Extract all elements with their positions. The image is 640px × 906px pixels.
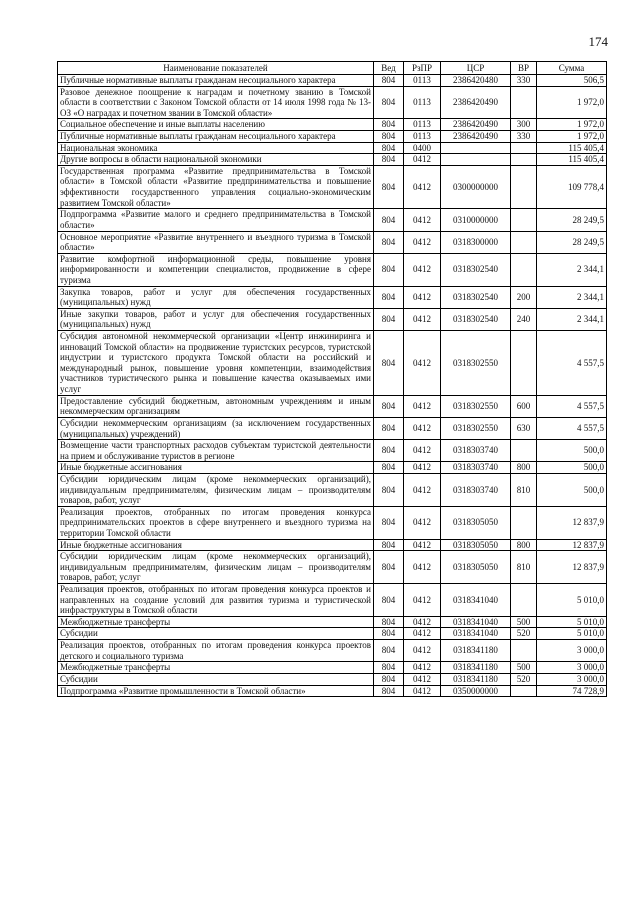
cell-ved: 804 [374,673,404,685]
cell-csr: 0318341180 [441,662,511,674]
cell-rzpr: 0412 [404,286,441,308]
table-row [58,417,607,439]
cell-sum: 5 010,0 [537,584,607,617]
cell-rzpr: 0400 [404,142,441,154]
cell-csr: 0318341040 [441,628,511,640]
table-header [58,62,607,75]
cell-name: Иные закупки товаров, работ и услуг для обеспечения государственных (муниципальных) нужд [58,308,374,330]
table-row [58,616,607,628]
cell-csr: 2386420490 [441,119,511,131]
cell-csr: 0318302540 [441,286,511,308]
cell-sum: 12 837,9 [537,506,607,539]
cell-csr: 0350000000 [441,685,511,697]
cell-csr: 2386420490 [441,86,511,119]
table-row [58,462,607,474]
cell-name: Субсидия автономной некоммерческой организации «Центр инжиниринга и инноваций Томской области» на продвижение туристских ресурсов, туристской индустрии и туристского продукта Томской области на российский и международный рынок, повышение уровня компетенции, взаимодействия участников туристического рынка и повышение качества оказываемых ими услуг [58,331,374,396]
table-row [58,551,607,584]
cell-csr: 0318302550 [441,417,511,439]
cell-name: Межбюджетные трансферты [58,662,374,674]
cell-ved: 804 [374,331,404,396]
cell-name: Субсидии [58,628,374,640]
cell-vr: 810 [511,473,537,506]
cell-sum: 4 557,5 [537,417,607,439]
cell-vr [511,165,537,208]
cell-ved: 804 [374,616,404,628]
cell-vr [511,331,537,396]
cell-rzpr: 0412 [404,462,441,474]
cell-ved: 804 [374,165,404,208]
cell-sum: 2 344,1 [537,286,607,308]
cell-sum: 3 000,0 [537,662,607,674]
cell-csr: 0318341040 [441,584,511,617]
table-row [58,119,607,131]
budget-table [57,61,607,697]
cell-csr: 0318302550 [441,331,511,396]
cell-rzpr: 0113 [404,131,441,143]
cell-csr [441,154,511,166]
cell-rzpr: 0412 [404,231,441,253]
cell-name: Закупка товаров, работ и услуг для обеспечения государственных (муниципальных) нужд [58,286,374,308]
cell-csr [441,142,511,154]
cell-csr: 0318300000 [441,231,511,253]
cell-csr: 0318305050 [441,539,511,551]
table-row [58,154,607,166]
cell-sum: 4 557,5 [537,331,607,396]
cell-csr: 0318305050 [441,506,511,539]
cell-vr: 520 [511,673,537,685]
cell-rzpr: 0412 [404,506,441,539]
cell-name: Предоставление субсидий бюджетным, автономным учреждениям и иным некоммерческим организациям [58,395,374,417]
cell-ved: 804 [374,640,404,662]
cell-ved: 804 [374,539,404,551]
header-ved: Вед [374,62,404,75]
cell-vr [511,253,537,286]
cell-vr [511,584,537,617]
cell-ved: 804 [374,417,404,439]
cell-rzpr: 0113 [404,75,441,87]
cell-vr: 330 [511,131,537,143]
cell-vr: 520 [511,628,537,640]
cell-name: Основное мероприятие «Развитие внутреннего и въездного туризма в Томской области» [58,231,374,253]
table-row [58,506,607,539]
cell-name: Государственная программа «Развитие предпринимательства в Томской области» в Томской области «Развитие предпринимательства и повышение эффективности государственного управления социально-экономическим развитием Томской области» [58,165,374,208]
cell-ved: 804 [374,685,404,697]
cell-sum: 2 344,1 [537,253,607,286]
table-row [58,685,607,697]
cell-sum: 1 972,0 [537,86,607,119]
cell-name: Национальная экономика [58,142,374,154]
cell-ved: 804 [374,209,404,231]
cell-name: Иные бюджетные ассигнования [58,462,374,474]
cell-name: Социальное обеспечение и иные выплаты населению [58,119,374,131]
cell-vr: 240 [511,308,537,330]
cell-csr: 2386420490 [441,131,511,143]
cell-vr [511,154,537,166]
cell-ved: 804 [374,253,404,286]
cell-vr [511,440,537,462]
cell-csr: 0318303740 [441,473,511,506]
cell-sum: 5 010,0 [537,616,607,628]
table-row [58,286,607,308]
cell-sum: 115 405,4 [537,142,607,154]
cell-vr: 330 [511,75,537,87]
cell-vr [511,86,537,119]
cell-ved: 804 [374,662,404,674]
cell-vr [511,142,537,154]
cell-rzpr: 0412 [404,673,441,685]
cell-vr: 810 [511,551,537,584]
cell-rzpr: 0412 [404,473,441,506]
cell-rzpr: 0412 [404,616,441,628]
cell-sum: 4 557,5 [537,395,607,417]
cell-rzpr: 0412 [404,640,441,662]
cell-rzpr: 0412 [404,331,441,396]
cell-name: Развитие комфортной информационной среды, повышение уровня информированности и компетенции специалистов, продвижение в сфере туризма [58,253,374,286]
cell-name: Субсидии юридическим лицам (кроме некоммерческих организаций), индивидуальным предпринимателям, физическим лицам – производителям товаров, работ, услуг [58,551,374,584]
cell-name: Субсидии [58,673,374,685]
cell-ved: 804 [374,628,404,640]
cell-sum: 5 010,0 [537,628,607,640]
table-row [58,86,607,119]
header-vr: ВР [511,62,537,75]
table-row [58,539,607,551]
cell-csr: 0318302550 [441,395,511,417]
table-row [58,253,607,286]
cell-vr: 800 [511,539,537,551]
cell-sum: 74 728,9 [537,685,607,697]
cell-ved: 804 [374,506,404,539]
cell-name: Реализация проектов, отобранных по итогам проведения конкурса проектов и направленных на создание условий для развития туризма и туристической инфраструктуры в Томской области [58,584,374,617]
cell-csr: 0318302540 [441,308,511,330]
cell-ved: 804 [374,86,404,119]
cell-rzpr: 0412 [404,628,441,640]
cell-ved: 804 [374,584,404,617]
cell-vr: 500 [511,616,537,628]
cell-ved: 804 [374,440,404,462]
cell-rzpr: 0412 [404,209,441,231]
cell-sum: 500,0 [537,473,607,506]
cell-name: Субсидии некоммерческим организациям (за исключением государственных (муниципальных) учреждений) [58,417,374,439]
table-body [58,75,607,697]
cell-ved: 804 [374,142,404,154]
cell-ved: 804 [374,395,404,417]
cell-vr: 630 [511,417,537,439]
header-sum: Сумма [537,62,607,75]
table-row [58,473,607,506]
cell-ved: 804 [374,551,404,584]
table-row [58,673,607,685]
cell-csr: 0318341180 [441,640,511,662]
table-row [58,395,607,417]
cell-ved: 804 [374,75,404,87]
cell-rzpr: 0412 [404,551,441,584]
cell-rzpr: 0412 [404,662,441,674]
cell-vr [511,640,537,662]
cell-rzpr: 0113 [404,119,441,131]
cell-sum: 109 778,4 [537,165,607,208]
table-row [58,662,607,674]
cell-sum: 3 000,0 [537,673,607,685]
cell-csr: 0318341040 [441,616,511,628]
cell-vr [511,209,537,231]
cell-rzpr: 0412 [404,417,441,439]
cell-rzpr: 0412 [404,308,441,330]
cell-name: Публичные нормативные выплаты гражданам несоциального характера [58,131,374,143]
cell-name: Разовое денежное поощрение к наградам и почетному званию в Томской области в соответствии с Законом Томской области от 14 июля 1998 года № 13-ОЗ «О наградах и почетном звании в Томской области» [58,86,374,119]
cell-sum: 2 344,1 [537,308,607,330]
cell-name: Возмещение части транспортных расходов субъектам туристской деятельности на прием и обслуживание туристов в регионе [58,440,374,462]
cell-csr: 0318302540 [441,253,511,286]
cell-vr [511,506,537,539]
cell-vr: 600 [511,395,537,417]
table-row [58,75,607,87]
cell-csr: 2386420480 [441,75,511,87]
table-row [58,231,607,253]
cell-name: Другие вопросы в области национальной экономики [58,154,374,166]
cell-rzpr: 0412 [404,685,441,697]
cell-ved: 804 [374,462,404,474]
cell-sum: 28 249,5 [537,231,607,253]
header-csr: ЦСР [441,62,511,75]
cell-sum: 115 405,4 [537,154,607,166]
table-row [58,142,607,154]
table-row [58,209,607,231]
cell-sum: 3 000,0 [537,640,607,662]
cell-rzpr: 0412 [404,440,441,462]
cell-name: Подпрограмма «Развитие промышленности в Томской области» [58,685,374,697]
header-name: Наименование показателей [58,62,374,75]
cell-sum: 1 972,0 [537,131,607,143]
cell-vr: 200 [511,286,537,308]
table-row [58,308,607,330]
cell-name: Реализация проектов, отобранных по итогам проведения конкурса проектов детского и социального туризма [58,640,374,662]
cell-name: Межбюджетные трансферты [58,616,374,628]
cell-vr [511,685,537,697]
cell-ved: 804 [374,286,404,308]
cell-sum: 12 837,9 [537,551,607,584]
table-row [58,640,607,662]
table-row [58,131,607,143]
cell-csr: 0318305050 [441,551,511,584]
cell-rzpr: 0113 [404,86,441,119]
table-row [58,440,607,462]
cell-name: Иные бюджетные ассигнования [58,539,374,551]
cell-ved: 804 [374,308,404,330]
cell-ved: 804 [374,231,404,253]
cell-ved: 804 [374,119,404,131]
cell-name: Публичные нормативные выплаты гражданам несоциального характера [58,75,374,87]
cell-rzpr: 0412 [404,165,441,208]
table-row [58,584,607,617]
cell-csr: 0300000000 [441,165,511,208]
page-number: 174 [588,34,608,49]
cell-sum: 28 249,5 [537,209,607,231]
header-rzpr: РзПР [404,62,441,75]
cell-rzpr: 0412 [404,154,441,166]
cell-csr: 0318303740 [441,440,511,462]
cell-vr: 800 [511,462,537,474]
cell-vr [511,231,537,253]
cell-csr: 0318341180 [441,673,511,685]
cell-ved: 804 [374,154,404,166]
cell-sum: 12 837,9 [537,539,607,551]
cell-sum: 500,0 [537,462,607,474]
cell-csr: 0318303740 [441,462,511,474]
cell-vr: 500 [511,662,537,674]
cell-vr: 300 [511,119,537,131]
cell-sum: 500,0 [537,440,607,462]
header-row [58,62,607,75]
cell-name: Подпрограмма «Развитие малого и среднего предпринимательства в Томской области» [58,209,374,231]
cell-name: Субсидии юридическим лицам (кроме некоммерческих организаций), индивидуальным предпринимателям, физическим лицам – производителям товаров, работ, услуг [58,473,374,506]
cell-rzpr: 0412 [404,395,441,417]
table-row [58,165,607,208]
table-row [58,331,607,396]
cell-name: Реализация проектов, отобранных по итогам проведения конкурса предпринимательских проектов в сфере внутреннего и въездного туризма на территории Томской области [58,506,374,539]
cell-rzpr: 0412 [404,584,441,617]
cell-rzpr: 0412 [404,539,441,551]
cell-rzpr: 0412 [404,253,441,286]
cell-sum: 506,5 [537,75,607,87]
cell-sum: 1 972,0 [537,119,607,131]
cell-csr: 0310000000 [441,209,511,231]
cell-ved: 804 [374,131,404,143]
table-row [58,628,607,640]
cell-ved: 804 [374,473,404,506]
